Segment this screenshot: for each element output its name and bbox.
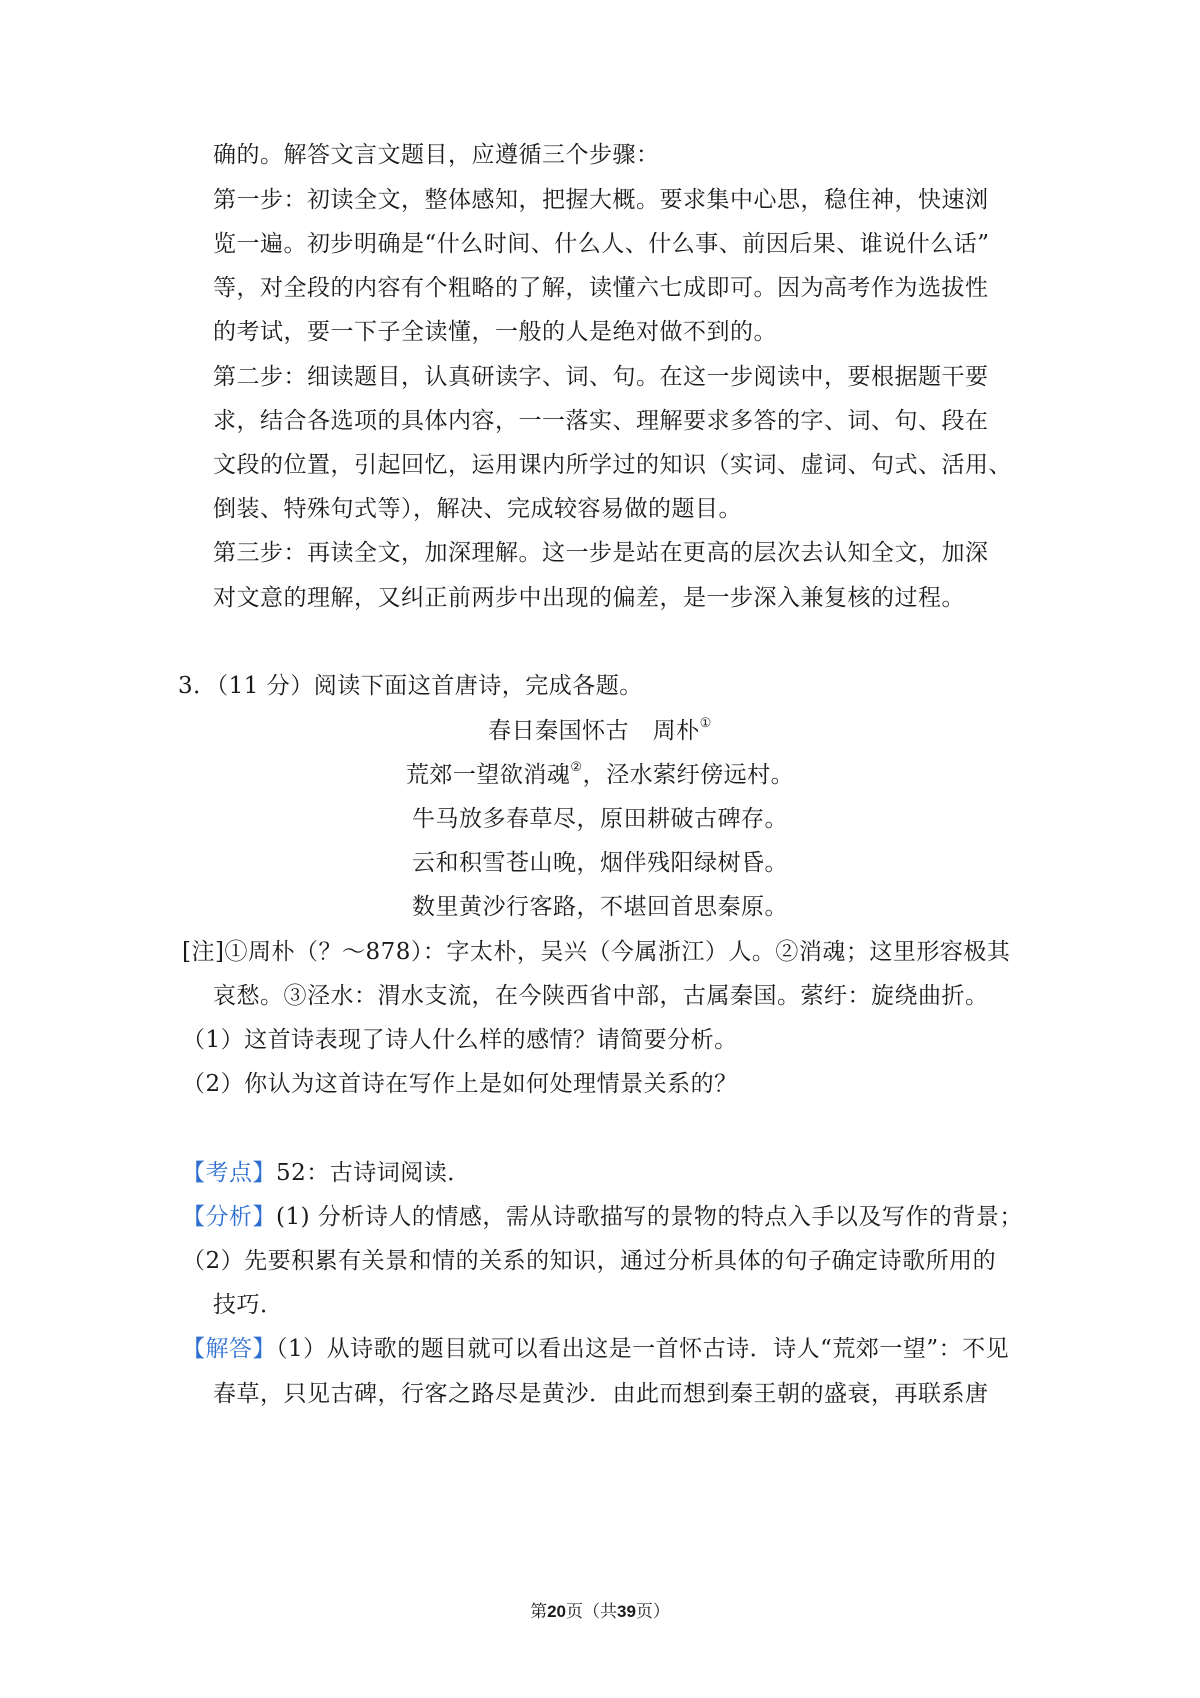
fenxi-line [182,1202,1023,1232]
footer-text: 第 [530,1602,548,1622]
paragraph-line: 对文意的理解，又纠正前两步中出现的偏差，是一步深入兼复核的过程。 [213,585,965,611]
poem-note: [注]①周朴（？～878）：字太朴，吴兴（今属浙江）人。②消魂；这里形容极其 [182,939,1011,965]
poem-title [0,716,1200,746]
poem-title-text: 春日秦国怀古 周朴 [488,718,700,744]
jieda-line: 春草，只见古碑，行客之路尽是黄沙．由此而想到秦王朝的盛衰，再联系唐 [213,1381,989,1407]
kaodian-text: 52：古诗词阅读． [276,1160,471,1186]
paragraph-line: 等，对全段的内容有个粗略的了解，读懂六七成即可。因为高考作为选拔性 [213,275,989,301]
fenxi-line: 技巧． [213,1292,284,1318]
fenxi-text: (1) 分析诗人的情感，需从诗歌描写的景物的特点入手以及写作的背景； [276,1204,1023,1230]
paragraph-line: 第二步：细读题目，认真研读字、词、句。在这一步阅读中，要根据题干要 [213,364,989,390]
poem-note: 哀愁。③泾水：渭水支流，在今陕西省中部，古属秦国。萦纡：旋绕曲折。 [213,983,989,1009]
poem-line: 牛马放多春草尽，原田耕破古碑存。 [412,806,788,832]
poem-line: 数里黄沙行客路，不堪回首思秦原。 [412,894,788,920]
sub-question-2: （2）你认为这首诗在写作上是如何处理情景关系的？ [182,1071,738,1097]
sub-question-1: （1）这首诗表现了诗人什么样的感情？请简要分析。 [182,1027,738,1053]
poem-line: 云和积雪苍山晚，烟伴残阳绿树昏。 [412,850,788,876]
jieda-tag: 【解答】 [182,1336,276,1362]
paragraph-line: 览一遍。初步明确是“什么时间、什么人、什么事、前因后果、谁说什么话” [213,231,990,257]
paragraph-line: 第三步：再读全文，加深理解。这一步是站在更高的层次去认知全文，加深 [213,540,989,566]
poem-line-part: ，泾水萦纡傍远村。 [582,762,795,788]
paragraph-line: 求，结合各选项的具体内容，一一落实、理解要求多答的字、词、句、段在 [213,408,989,434]
page-number: 20 [547,1602,566,1621]
paragraph-line: 文段的位置，引起回忆，运用课内所学过的知识（实词、虚词、句式、活用、 [213,452,1012,478]
paragraph-line: 倒装、特殊句式等），解决、完成较容易做的题目。 [213,496,742,522]
jieda-text: （1）从诗歌的题目就可以看出这是一首怀古诗．诗人“荒郊一望”：不见 [276,1336,1010,1362]
footnote-marker: ② [570,760,583,775]
question-header: 3．（11 分）阅读下面这首唐诗，完成各题。 [178,673,643,699]
fenxi-tag: 【分析】 [182,1204,276,1230]
poem-line [0,760,1200,790]
poem-line-part: 荒郊一望欲消魂 [405,762,571,788]
jieda-line [182,1334,1009,1364]
page-footer [0,1601,1200,1623]
kaodian-tag: 【考点】 [182,1160,276,1186]
footer-text: 页（共 [566,1602,617,1622]
fenxi-line: （2）先要积累有关景和情的关系的知识，通过分析具体的句子确定诗歌所用的 [182,1248,997,1274]
paragraph-line: 确的。解答文言文题目，应遵循三个步骤： [213,142,660,168]
total-pages: 39 [617,1602,636,1621]
paragraph-line: 第一步：初读全文，整体感知，把握大概。要求集中心思，稳住神，快速浏 [213,187,989,213]
paragraph-line: 的考试，要一下子全读懂，一般的人是绝对做不到的。 [213,319,777,345]
footer-text: 页） [635,1602,670,1622]
footnote-marker: ① [699,716,712,731]
kaodian-line [182,1158,471,1188]
